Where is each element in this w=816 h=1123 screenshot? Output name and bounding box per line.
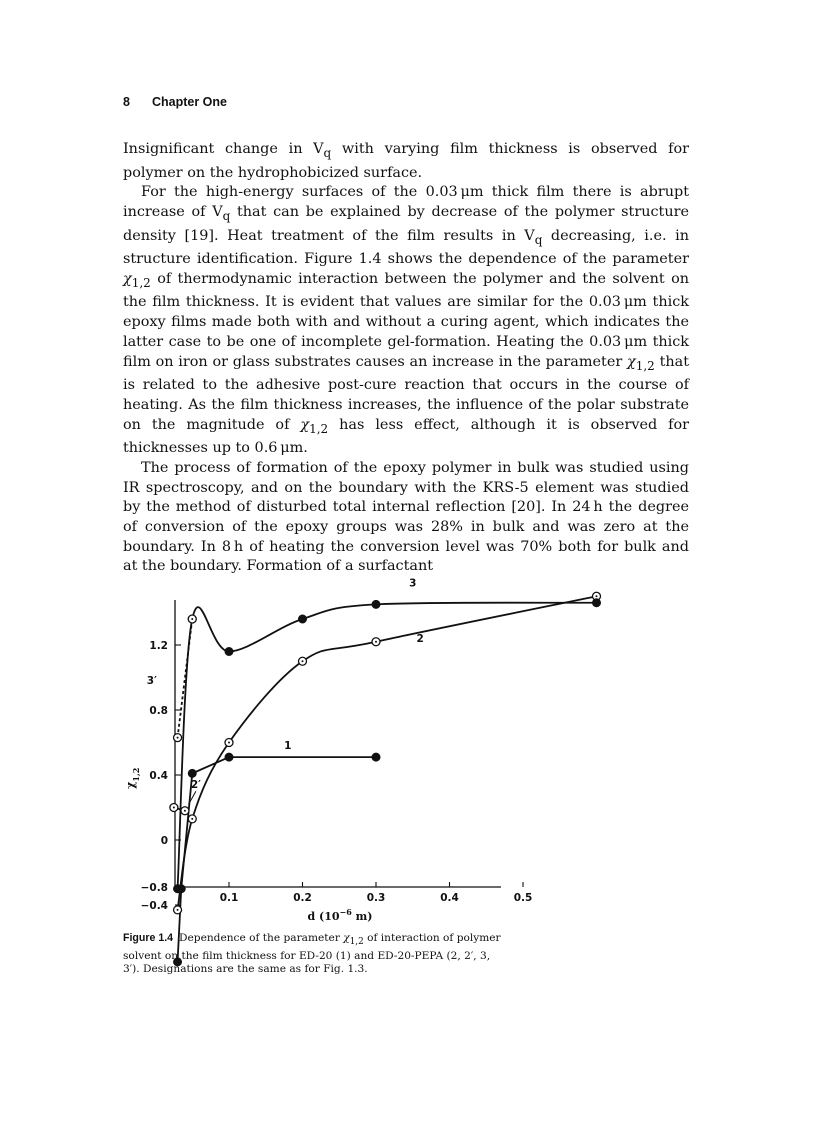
y-tick-label: −0.8	[140, 882, 168, 894]
chart-axes	[141, 600, 533, 912]
paragraph-3: The process of formation of the epoxy polymer in bulk was studied using IR spectroscopy, and on the boundary with the KRS-5 element was studied by the method of disturbed total internal reflection [20]. In 24 h the degree of conversion of the epoxy groups was 28% in bulk and was zero at the boundary. In 8 h of heating the conversion level was 70% both for bulk and at the boundary. Formation of a surfactant	[123, 459, 689, 575]
series-3-point	[174, 885, 182, 893]
series-1-label: 1	[284, 740, 292, 752]
x-tick-label: 0.4	[440, 892, 459, 904]
series-3prime-point-dot	[177, 737, 179, 739]
series-1-point	[372, 753, 380, 761]
chart-svg	[118, 577, 533, 923]
series-2-point-dot	[596, 595, 598, 597]
chart-series	[170, 592, 601, 966]
series-2-point-dot	[302, 660, 304, 662]
series-3-point	[372, 600, 380, 608]
series-2-line	[178, 596, 597, 910]
figure-label: Figure 1.4	[123, 932, 174, 944]
paragraph-1: Insignificant change in $V_q$ with varying film thickness is observed for polymer on the hydrophobicized surface.	[123, 141, 690, 181]
series-1-point	[225, 753, 233, 761]
series-3-label: 3	[409, 577, 417, 590]
series-2prime-point-dot	[173, 807, 175, 809]
series-2prime-point-dot	[184, 810, 186, 812]
series-3-point	[225, 648, 233, 656]
y-tick-label: 1.2	[149, 640, 168, 652]
y-tick-label: 0.8	[149, 705, 168, 717]
figure-caption-text: Dependence of the parameter $\chi_{1,2}$ of interaction of polymer solvent on the film thickness for ED-20 (1) and ED-20-PEPA (2, 2′, 3, 3′). Designations are the same as for Fig. 1.3.	[123, 932, 501, 975]
figure-1-4	[118, 577, 533, 923]
x-tick-label: 0.2	[293, 892, 312, 904]
chart-labels	[124, 578, 424, 924]
x-tick-label: 0.3	[366, 892, 386, 904]
figure-caption	[123, 932, 503, 976]
series-2-point-dot	[177, 909, 179, 911]
y-axis-label: $\chi_{1,2}$	[124, 767, 141, 789]
body-text	[123, 140, 689, 577]
y-tick-label: −0.4	[140, 900, 168, 912]
paragraph-2: For the high-energy surfaces of the 0.03 μm thick film there is abrupt increase of $V_q$ that can be explained by decrease of the polymer structure density [19]. Heat treatment of the film results in $V_q$ decreasing, i.e. in structure identification. Figure 1.4 shows the dependence of the parameter $\chi_{1,2}$ of thermodynamic interaction between the polymer and the solvent on the film thickness. It is evident that values are similar for the 0.03 μm thick epoxy films made both with and without a curing agent, which indicates the latter case to be one of incomplete gel-formation. Heating the 0.03 μm thick film on iron or glass substrates causes an increase in the parameter $\chi_{1,2}$ that is related to the adhesive post-cure reaction that occurs in the course of heating. As the film thickness increases, the influence of the polar substrate on the magnitude of $\chi_{1,2}$ has less effect, although it is observed for thicknesses up to 0.6 μm.	[123, 184, 689, 457]
page-number: 8	[123, 95, 130, 109]
series-2-point-dot	[375, 641, 377, 643]
series-3-point	[593, 599, 601, 607]
chapter-title: Chapter One	[151, 95, 227, 109]
running-head	[123, 95, 227, 109]
series-1-point	[188, 769, 196, 777]
series-2prime-label: 2′	[190, 779, 201, 791]
x-tick-label: 0.1	[219, 892, 239, 904]
series-3-point	[299, 615, 307, 623]
series-3-line	[178, 603, 597, 889]
y-tick-label: 0	[160, 835, 168, 847]
series-3prime-label: 3′	[146, 675, 157, 687]
x-tick-label: 0.5	[513, 892, 533, 904]
series-2-label: 2	[416, 632, 424, 645]
series-3prime-point-dot	[191, 618, 193, 620]
series-2-point-dot	[191, 818, 193, 820]
x-axis-label: d ($10^{-6}$ m)	[307, 907, 373, 923]
y-tick-label: 0.4	[149, 770, 168, 782]
series-2-point-dot	[228, 742, 230, 744]
